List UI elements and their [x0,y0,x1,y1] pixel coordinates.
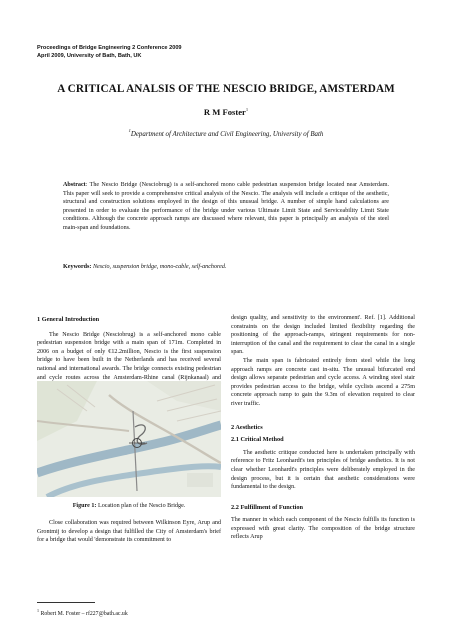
proceedings-header [37,44,337,60]
main-span-paragraph: The main span is fabricated entirely from steel while the long approach ramps are concrete cast in-situ. The unusual bifurcated end design allows separate pedestrian and cycle access. A winding steel stair provides pedestrian access to the bridge, while cyclists ascend a 275m concrete approach ramp to gain the 9.3m of elevation required to clear river traffic. [231,357,415,407]
design-quality-paragraph: design quality, and sensitivity to the environment'. Ref. [1]. Additional constraints on the design included limited flexibility regarding the positioning of the approach-ramps, stringent requirements for non-interruption of the canal and the requirement to clear the canal in a single span. [231,315,415,356]
critical-method-paragraph: The aesthetic critique conducted here is undertaken principally with reference to Fritz Leonhardt's ten principles of bridge aesthetics. It is not clear whether Leonhardt's principles were deliberately employed in the design process, but it is certain that aesthetic considerations were fundamental to the design. [231,449,415,491]
section-2-2-heading: 2.2 Fulfillment of Function [231,503,304,511]
figure-1-text: Location plan of the Nescio Bridge. [96,503,186,509]
abstract-text: : The Nescio Bridge (Nesciobrug) is a self-anchored mono cable pedestrian suspension bridge located near Amsterdam. This paper will seek to provide a comprehensive critical analysis of the Nescio. The analysis will include a critique of the aesthetic, structural and construction solutions employed in the design of this unusual bridge. A number of simple hand calculations are presented in order to evaluate the performance of the bridge under various Ultimate Limit State and Serviceability Limit State conditions. Although the concrete approach ramps are discussed where relevant, this paper is principally an analysis of the steel main-span and foundations. [63,182,389,231]
abstract-label: Abstract [63,182,86,188]
affiliation-superscript: 1 [128,128,131,133]
author-name: R M Foster [203,107,246,117]
footnote-text: Robert M. Foster – rf227@bath.ac.uk [39,611,128,617]
proceedings-line-2: April 2009, University of Bath, Bath, UK [37,53,142,59]
section-2-1-heading: 2.1 Critical Method [231,436,284,444]
affiliation: Department of Architecture and Civil Engineering, University of Bath [130,131,324,138]
keywords [63,264,389,270]
figure-1-label: Figure 1: [72,503,97,509]
location-plan-figure [37,381,221,497]
keywords-label: Keywords: [63,264,92,270]
location-plan-map [37,381,221,497]
section-1-heading: 1 General Introduction [37,316,100,323]
right-column [231,314,415,542]
footnote [37,608,128,617]
section-1-paragraph: The Nescio Bridge (Nesciobrug) is a self-anchored mono cable pedestrian suspension bridge with a main span of 171m. Completed in 2006 on a budget of only €12.2million, Nescio is the first suspension bridge to have been built in the Netherlands and has received several national and international awards. The bridge connects existing pedestrian and cycle routes across the Amsterdam-Rhine canal (Rijnkanaal) and [37,331,221,381]
left-column-bottom [37,519,221,545]
section-2-heading: 2 Aesthetics [231,423,263,431]
fulfillment-paragraph: The manner in which each component of the Nescio fulfills its function is expressed with great clarity. The composition of the bridge structure reflects Arup [231,517,415,541]
figure-1-caption [37,503,221,509]
footnote-rule [37,602,95,603]
footnote-superscript: 1 [37,608,39,613]
paper-title: A CRITICAL ANALSIS OF THE NESCIO BRIDGE, AMSTERDAM [57,83,395,95]
abstract [63,181,389,232]
affiliation-line [0,128,452,138]
author-line [0,107,452,117]
collaboration-paragraph: Close collaboration was required between Wilkinson Eyre, Arup and Grontmij to develop a design that fulfilled the City of Amsterdam's brief for a bridge that would 'demonstrate its commitment to [37,520,221,544]
proceedings-line-1: Proceedings of Bridge Engineering 2 Conference 2009 [37,45,182,51]
author-superscript: 1 [245,107,249,112]
keywords-text: Nescio, suspension bridge, mono-cable, self-anchored. [92,264,227,270]
